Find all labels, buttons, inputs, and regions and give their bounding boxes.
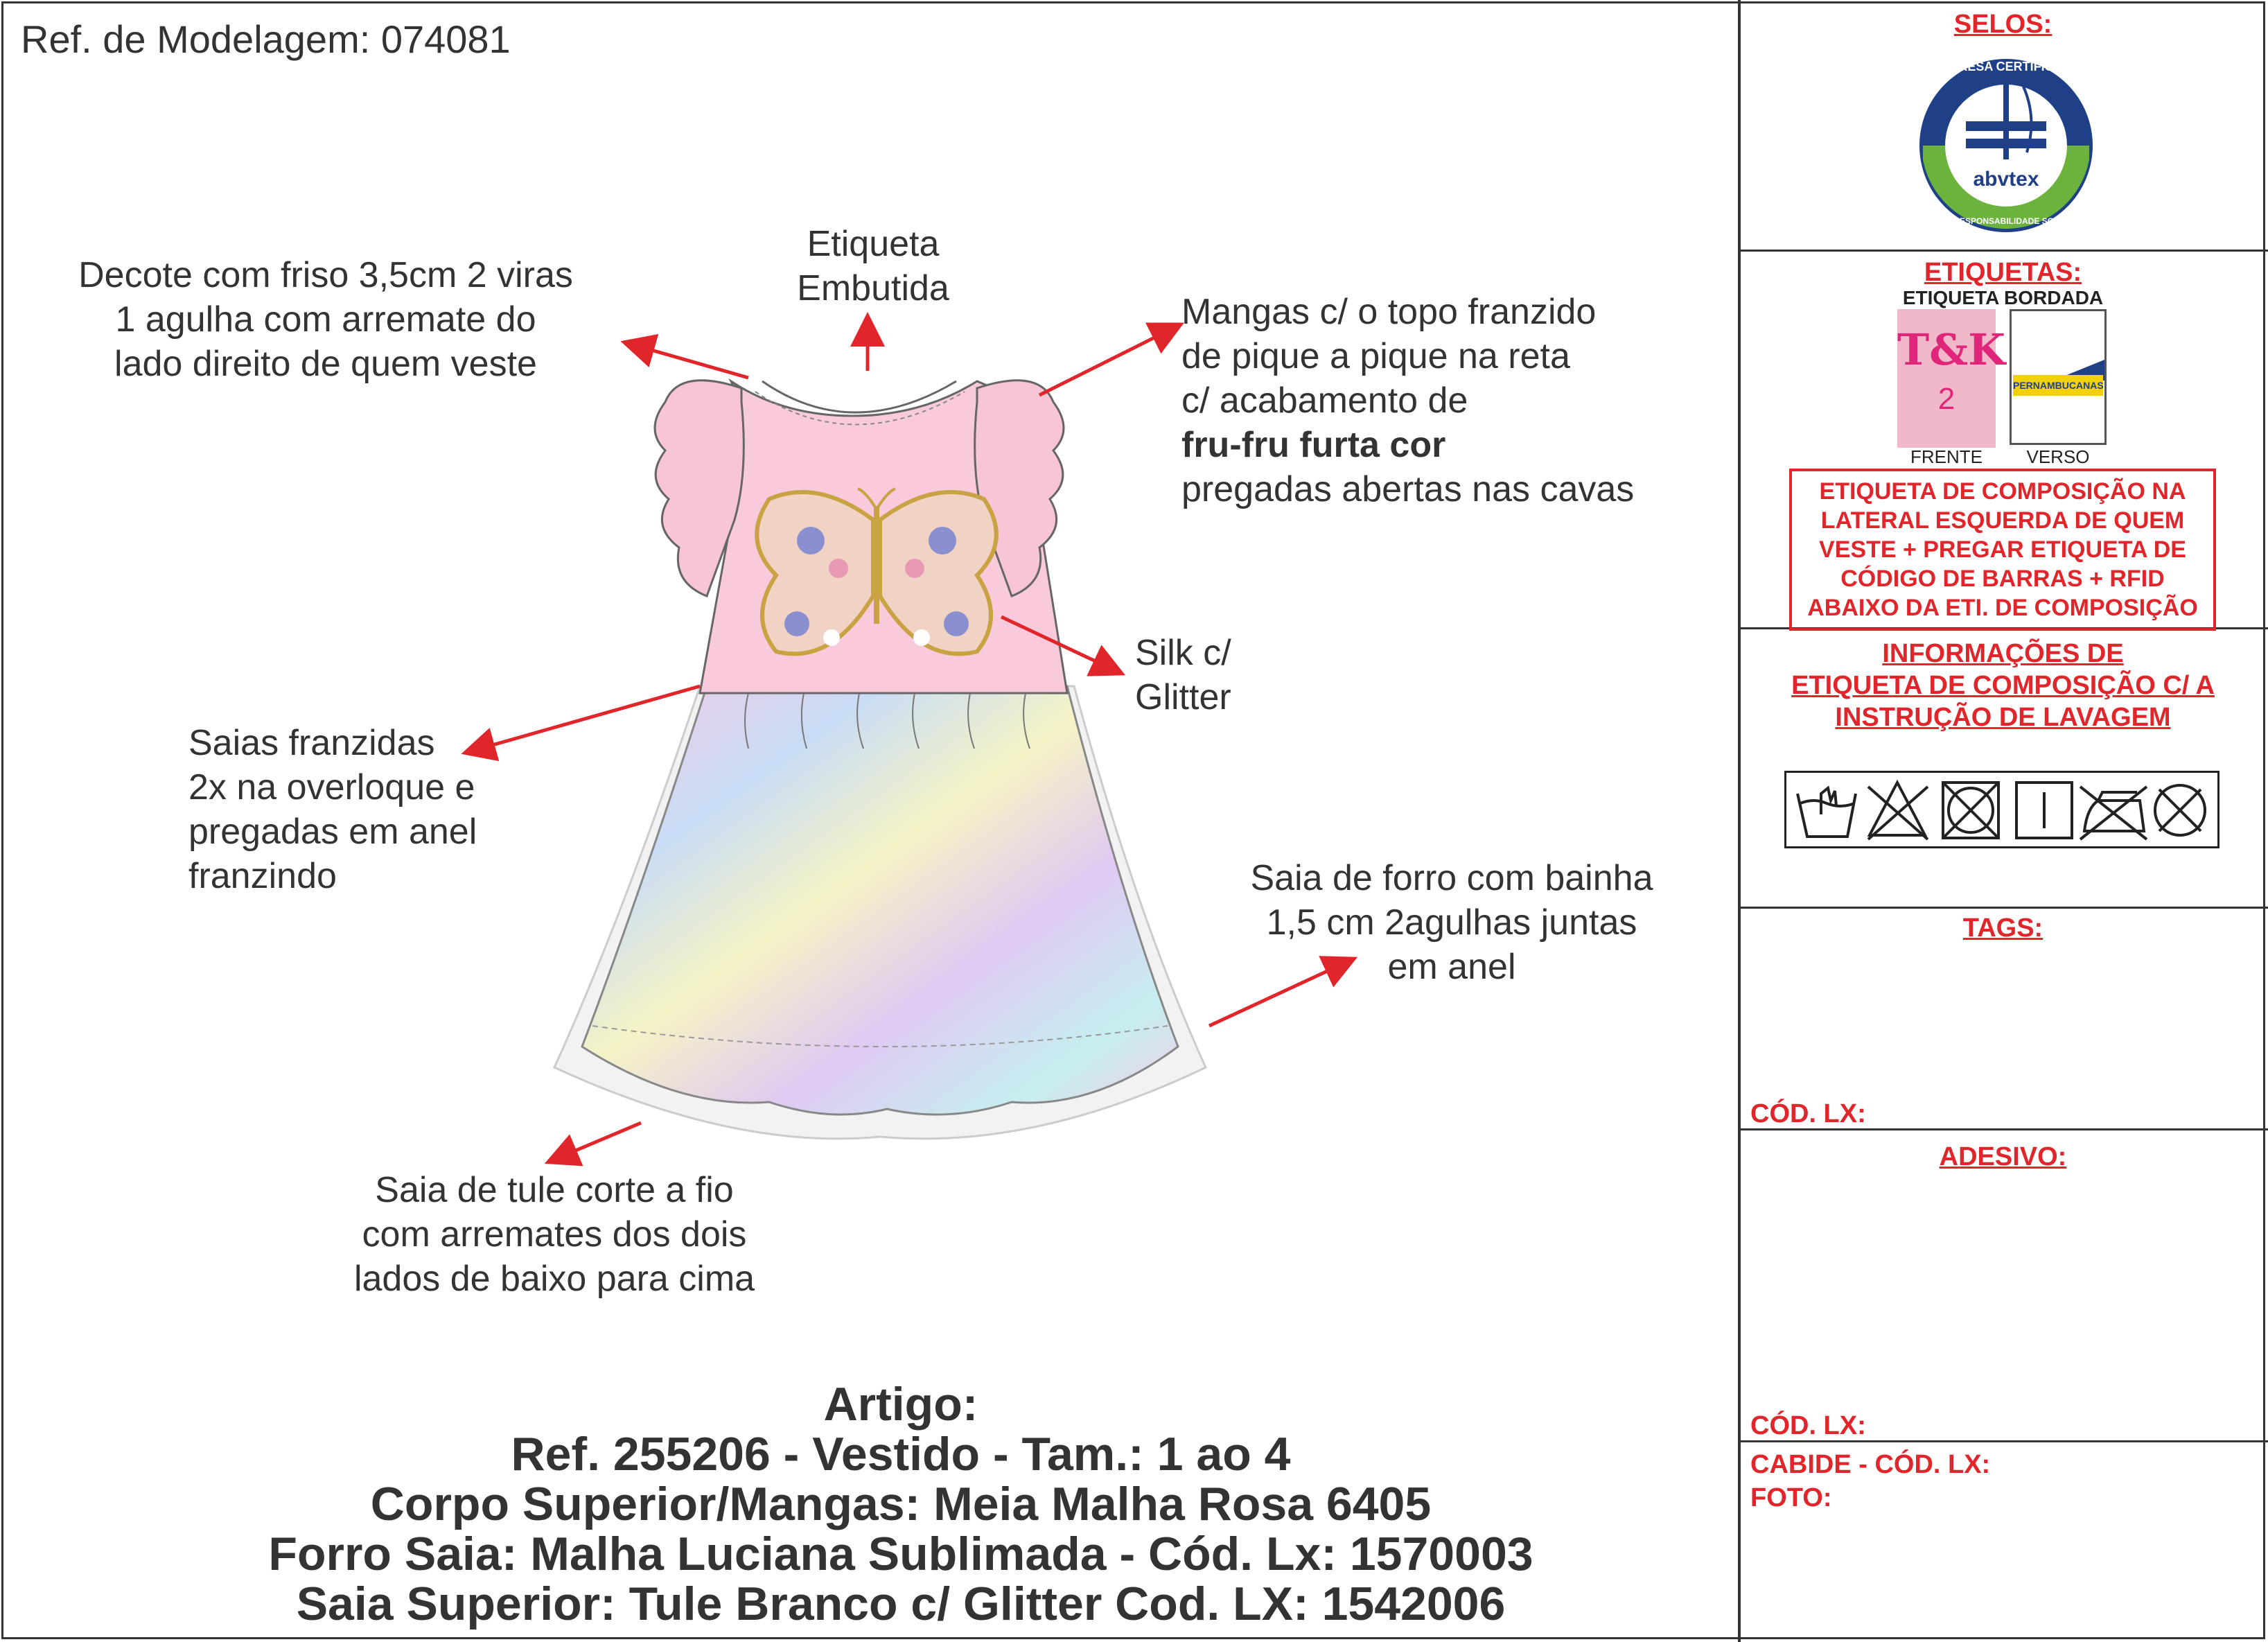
informacoes-title: INFORMAÇÕES DE ETIQUETA DE COMPOSIÇÃO C/ A INSTRUÇÃO DE LAVAGEM bbox=[1791, 639, 2215, 732]
no-bleach-icon bbox=[1868, 783, 1928, 839]
divider-info bbox=[1738, 907, 2268, 909]
foto-label: FOTO: bbox=[1750, 1483, 1832, 1512]
tags-cod-lx: CÓD. LX: bbox=[1750, 1099, 1866, 1128]
tk-logo: T&K bbox=[1897, 324, 2005, 375]
care-symbols bbox=[1786, 773, 2217, 846]
divider-selos bbox=[1738, 250, 2268, 252]
sidebar-divider bbox=[1738, 0, 1741, 1642]
note-etiqueta-embutida: Etiqueta Embutida bbox=[797, 224, 949, 308]
note-silk-glitter: Silk c/ Glitter bbox=[1135, 633, 1231, 717]
note-mangas: Mangas c/ o topo franzido de pique a pique na reta c/ acabamento de fru-fru furta cor pregadas abertas nas cavas bbox=[1181, 292, 1635, 509]
tags-title: TAGS: bbox=[1962, 914, 2043, 943]
adesivo-cod-lx: CÓD. LX: bbox=[1750, 1411, 1866, 1440]
label-back bbox=[2010, 309, 2107, 445]
note-saia-forro: Saia de forro com bainha 1,5 cm 2agulhas juntas em anel bbox=[1250, 858, 1653, 987]
note-saias-franzidas: Saias franzidas 2x na overloque e pregadas em anel franzindo bbox=[188, 723, 477, 896]
note-saia-tule: Saia de tule corte a fio com arremates dos dois lados de baixo para cima bbox=[353, 1170, 755, 1299]
modelagem-reference: Ref. de Modelagem: 074081 bbox=[21, 17, 511, 61]
label-size: 2 bbox=[1937, 382, 1955, 416]
care-symbols-box bbox=[1784, 771, 2219, 848]
label-front bbox=[1897, 309, 2005, 448]
no-dry-clean-icon bbox=[2155, 785, 2205, 835]
seal-brand-text: abvtex bbox=[1973, 168, 2039, 191]
composition-instructions: ETIQUETA DE COMPOSIÇÃO NA LATERAL ESQUERDA DE QUEM VESTE + PREGAR ETIQUETA DE CÓDIGO DE BARRAS + RFID ABAIXO DA ETI. DE COMPOSIÇÃO bbox=[1789, 469, 2216, 631]
note-decote: Decote com friso 3,5cm 2 viras 1 agulha com arremate do lado direito de quem veste bbox=[78, 255, 573, 384]
front-caption: FRENTE bbox=[1910, 446, 1983, 467]
etiqueta-bordada-label: ETIQUETA BORDADA bbox=[1902, 287, 2104, 308]
adesivo-title: ADESIVO: bbox=[1939, 1142, 2067, 1171]
line-dry-icon bbox=[2016, 783, 2072, 838]
hand-wash-icon bbox=[1797, 788, 1856, 837]
abvtex-seal bbox=[1916, 55, 2096, 236]
back-caption: VERSO bbox=[2026, 446, 2090, 467]
no-tumble-dry-icon bbox=[1943, 783, 1998, 838]
etiquetas-title: ETIQUETAS: bbox=[1924, 258, 2082, 287]
seal-bottom-text: EM RESPONSABILIDADE SOCIAL bbox=[1938, 216, 2074, 226]
cabide-cod-lx: CABIDE - CÓD. LX: bbox=[1750, 1450, 1991, 1479]
selos-title: SELOS: bbox=[1953, 10, 2052, 39]
pernambucanas-label: PERNAMBUCANAS bbox=[2013, 375, 2103, 396]
article-info: Artigo: Ref. 255206 - Vestido - Tam.: 1 ao 4 Corpo Superior/Mangas: Meia Malha Rosa 6405 Forro Saia: Malha Luciana Sublimada - Cód. Lx: 1570003 Saia Superior: Tule Branco c/ Glitter Cod. LX: 1542006 bbox=[268, 1378, 1533, 1630]
seal-top-text: EMPRESA CERTIFICADA bbox=[1931, 60, 2081, 73]
no-iron-icon bbox=[2080, 787, 2147, 839]
